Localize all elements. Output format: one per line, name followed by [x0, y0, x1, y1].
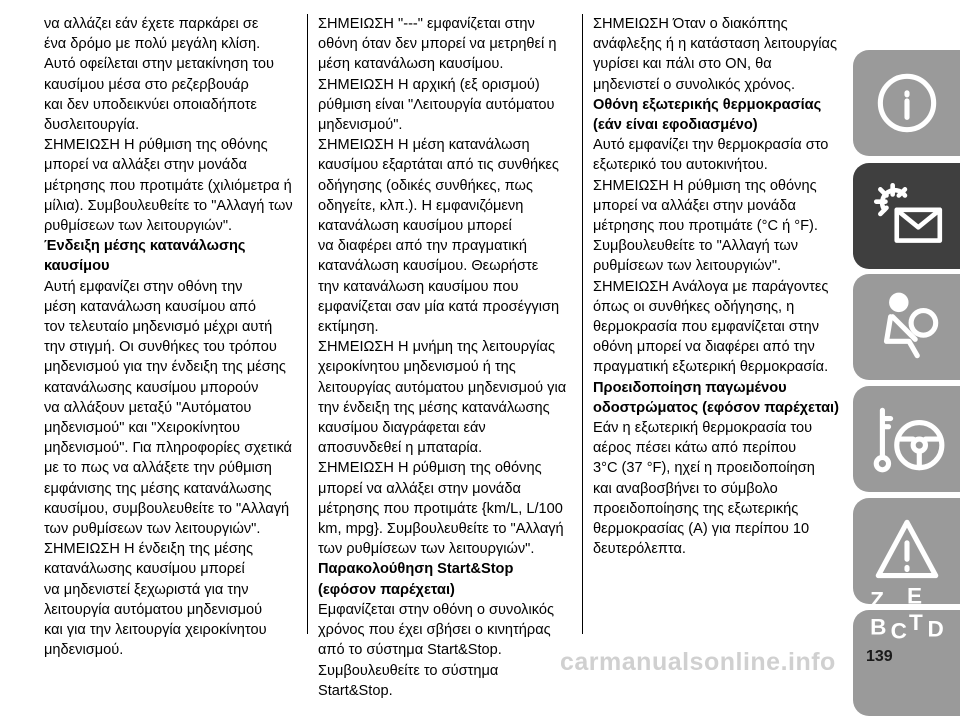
body-text-line: μέτρησης που προτιμάτε (χιλιόμετρα ή: [44, 177, 292, 194]
index-letter: D: [927, 616, 944, 642]
body-text-line: Εάν η εξωτερική θερμοκρασία του: [593, 420, 813, 437]
body-text-line: θερμοκρασίας (A) για περίπου 10: [593, 521, 810, 538]
body-text-line: Αυτή εμφανίζει στην οθόνη την: [44, 278, 243, 295]
body-text-line: κατανάλωσης καυσίμου μπορούν: [44, 379, 259, 396]
warning-light-message-icon: [866, 175, 948, 257]
car-info-icon: [866, 62, 948, 144]
body-text-line: ΣΗΜΕΙΩΣΗ Η μνήμη της λειτουργίας: [318, 339, 556, 356]
body-text-line: 3°C (37 °F), ηχεί η προειδοποίηση: [593, 460, 815, 477]
body-text-line: κατανάλωση καυσίμου μπορεί: [318, 218, 512, 235]
body-text-line: Συμβουλευθείτε το σύστημα: [318, 662, 499, 679]
text-column-1: [44, 14, 306, 661]
body-text-line: χρόνος που έχει σβήσει ο κινητήρας: [318, 622, 551, 639]
body-text-line: τον τελευταίο μηδενισμό μέχρι αυτή: [44, 319, 273, 336]
chapter-tabs: [853, 0, 960, 678]
section-heading-line: Οθόνη εξωτερικής θερμοκρασίας: [593, 96, 822, 113]
body-text-line: δυσλειτουργία.: [44, 117, 140, 134]
body-text-line: την στιγμή. Οι συνθήκες του τρόπου: [44, 339, 277, 356]
body-text-line: ΣΗΜΕΙΩΣΗ Όταν ο διακόπτης: [593, 16, 788, 32]
body-text-line: εκτίμηση.: [318, 319, 379, 336]
body-text-line: καυσίμου διαγράφεται εάν: [318, 420, 486, 437]
body-text-line: και για την λειτουργία χειροκίνητου: [44, 622, 267, 639]
body-text-line: χειροκίνητου μηδενισμού ή της: [318, 359, 516, 376]
index-letter: T: [908, 610, 923, 636]
body-text-line: ρυθμίσεων των λειτουργιών".: [44, 218, 233, 235]
section-heading-line: Παρακολούθηση Start&Stop: [318, 561, 514, 578]
body-text-line: καυσίμου, συμβουλευθείτε το "Αλλαγή: [44, 500, 290, 517]
body-text-line: καυσίμου εξαρτάται από τις συνθήκες: [318, 157, 559, 174]
body-text-line: να μηδενιστεί ξεχωριστά για την: [44, 581, 249, 598]
tab-dashboard-warnings[interactable]: [853, 163, 960, 269]
body-text-line: Συμβουλευθείτε το "Αλλαγή των: [593, 238, 799, 255]
body-text-line: μηδενισμού" και "Χειροκίνητου: [44, 420, 240, 437]
body-text-line: των ρυθμίσεων των λειτουργιών".: [318, 541, 535, 558]
body-text-line: μέση κατανάλωση καυσίμου από: [44, 298, 256, 315]
body-text-line: να διαφέρει από την πραγματική: [318, 238, 527, 255]
body-text-line: όπως οι συνθήκες οδήγησης, η: [593, 298, 795, 315]
body-text-line: ΣΗΜΕΙΩΣΗ Η ρύθμιση της οθόνης: [44, 137, 268, 154]
body-text-line: αέρος πέσει κάτω από περίπου: [593, 440, 797, 457]
body-text-line: των ρυθμίσεων των λειτουργιών".: [44, 521, 261, 538]
body-text-line: και αναβοσβήνει το σύμβολο: [593, 480, 778, 497]
section-heading-line: (εφόσον παρέχεται): [318, 581, 455, 598]
body-text-line: πραγματική εξωτερική θερμοκρασία.: [593, 359, 829, 376]
body-text-line: εμφανίζεται σαν μία κατά προσέγγιση: [318, 298, 560, 315]
section-heading-line: (εάν είναι εφοδιασμένο): [593, 117, 758, 134]
page-number: 139: [866, 648, 893, 665]
body-text-line: μηδενιστεί ο συνολικός χρόνος.: [593, 76, 796, 93]
tab-starting-driving[interactable]: [853, 386, 960, 492]
body-text-line: ρύθμιση είναι "Λειτουργία αυτόματου: [318, 96, 555, 113]
body-text-line: αποσυνδεθεί η μπαταρία.: [318, 440, 483, 457]
body-text-line: μπορεί να αλλάξει στην μονάδα: [44, 157, 247, 174]
section-heading-line: Προειδοποίηση παγωμένου: [593, 379, 787, 396]
body-text-line: την ένδειξη της μέσης κατανάλωσης: [318, 399, 550, 416]
watermark: carmanualsonline.info: [560, 648, 836, 676]
body-text-line: και δεν υποδεικνύει οποιαδήποτε: [44, 96, 257, 113]
index-letter: B: [869, 614, 886, 640]
body-text-line: Αυτό εμφανίζει την θερμοκρασία στο: [593, 137, 829, 154]
body-text-line: λειτουργίας αυτόματου μηδενισμού για: [318, 379, 567, 396]
body-text-line: οθόνη μπορεί να διαφέρει από την: [593, 339, 815, 356]
body-text-line: λειτουργία αυτόματου μηδενισμού: [44, 601, 263, 618]
body-text-line: με το πως να αλλάξετε την ρύθμιση: [44, 460, 272, 477]
body-text-line: ένα δρόμο με πολύ μεγάλη κλίση.: [44, 36, 261, 53]
body-text-line: km, mpg}. Συμβουλευθείτε το "Αλλαγή: [318, 521, 564, 538]
body-text-line: μηδενισμού". Για πληροφορίες σχετικά: [44, 440, 292, 457]
body-text-line: ρυθμίσεων των λειτουργιών".: [593, 258, 782, 275]
tab-safety[interactable]: [853, 274, 960, 380]
body-text-line: Εμφανίζεται στην οθόνη ο συνολικός: [318, 601, 554, 618]
body-text-line: οθόνη όταν δεν μπορεί να μετρηθεί η: [318, 36, 557, 53]
column-divider: [307, 14, 308, 634]
tab-vehicle-knowledge[interactable]: [853, 50, 960, 156]
body-text-line: οδήγησης (οδικές συνθήκες, πως: [318, 177, 533, 194]
body-text-line: θερμοκρασία που εμφανίζεται στην: [593, 319, 820, 336]
section-heading-line: Ένδειξη μέσης κατανάλωσης: [44, 238, 246, 255]
body-text-line: ΣΗΜΕΙΩΣΗ Η αρχική (εξ ορισμού): [318, 76, 540, 93]
body-text-line: οδηγείτε, κλπ.). Η εμφανιζόμενη: [318, 197, 524, 214]
body-text-line: την κατανάλωση καυσίμου που: [318, 278, 519, 295]
body-text-line: μπορεί να αλλάξει στην μονάδα: [318, 480, 521, 497]
body-text-line: ΣΗΜΕΙΩΣΗ Η μέση κατανάλωση: [318, 137, 530, 154]
body-text-line: ΣΗΜΕΙΩΣΗ "---" εμφανίζεται στην: [318, 16, 535, 32]
body-text-line: προειδοποίησης της εξωτερικής: [593, 500, 799, 517]
key-steering-wheel-icon: [866, 398, 948, 480]
body-text-line: δευτερόλεπτα.: [593, 541, 686, 558]
body-text-line: μέτρησης που προτιμάτε (°C ή °F).: [593, 218, 818, 235]
body-text-line: μέση κατανάλωση καυσίμου.: [318, 56, 504, 73]
index-letter: Z: [869, 587, 884, 613]
body-text-line: μπορεί να αλλάξει στην μονάδα: [593, 197, 796, 214]
body-text-line: μίλια). Συμβουλευθείτε το "Αλλαγή των: [44, 197, 293, 214]
body-text-line: να αλλάζει εάν έχετε παρκάρει σε: [44, 16, 259, 32]
text-column-3: [593, 14, 848, 559]
body-text-line: ΣΗΜΕΙΩΣΗ Η ρύθμιση της οθόνης: [318, 460, 542, 477]
body-text-line: μηδενισμού.: [44, 642, 124, 659]
text-column-2: [318, 14, 578, 701]
body-text-line: από το σύστημα Start&Stop.: [318, 642, 502, 659]
body-text-line: εμφάνισης της μέσης κατανάλωσης: [44, 480, 272, 497]
body-text-line: κατανάλωσης καυσίμου μπορεί: [44, 561, 245, 578]
section-heading-line: καυσίμου: [44, 258, 110, 275]
seat-belt-airbag-icon: [866, 286, 948, 368]
body-text-line: μηδενισμού για την ένδειξη της μέσης: [44, 359, 286, 376]
body-text-line: ΣΗΜΕΙΩΣΗ Η ένδειξη της μέσης: [44, 541, 254, 558]
body-text-line: να αλλάξουν μεταξύ "Αυτόματου: [44, 399, 252, 416]
section-heading-line: οδοστρώματος (εφόσον παρέχεται): [593, 399, 839, 416]
body-text-line: Αυτό οφείλεται στην μετακίνηση του: [44, 56, 275, 73]
body-text-line: ΣΗΜΕΙΩΣΗ Η ρύθμιση της οθόνης: [593, 177, 817, 194]
index-letter: E: [906, 583, 922, 609]
body-text-line: γυρίσει και πάλι στο ON, θα: [593, 56, 772, 73]
body-text-line: ανάφλεξης ή η κατάσταση λειτουργίας: [593, 36, 837, 53]
column-divider: [582, 14, 583, 634]
emergency-triangle-icon: [866, 510, 948, 592]
body-text-line: εξωτερικό του αυτοκινήτου.: [593, 157, 768, 174]
body-text-line: κατανάλωση καυσίμου. Θεωρήστε: [318, 258, 539, 275]
index-letter: C: [890, 618, 907, 644]
body-text-line: καυσίμου μέσα στο ρεζερβουάρ: [44, 76, 249, 93]
body-text-line: ΣΗΜΕΙΩΣΗ Ανάλογα με παράγοντες: [593, 278, 829, 295]
body-text-line: μέτρησης που προτιμάτε {km/L, L/100: [318, 500, 563, 517]
body-text-line: μηδενισμού".: [318, 117, 403, 134]
body-text-line: Start&Stop.: [318, 682, 393, 699]
